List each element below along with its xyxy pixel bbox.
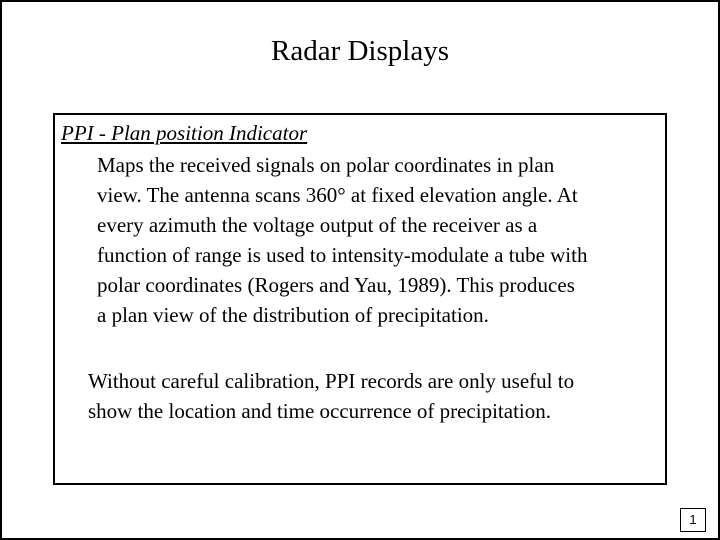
calibration-note-paragraph	[88, 366, 574, 426]
paragraph-line: function of range is used to intensity-modulate a tube with	[97, 243, 588, 267]
paragraph-line: a plan view of the distribution of precipitation.	[97, 303, 489, 327]
slide-title: Radar Displays	[271, 35, 449, 67]
page-number: 1	[680, 508, 706, 532]
paragraph-line: polar coordinates (Rogers and Yau, 1989). This produces	[97, 273, 575, 297]
ppi-description-paragraph	[97, 150, 587, 330]
paragraph-line: show the location and time occurrence of precipitation.	[88, 399, 551, 423]
paragraph-line: every azimuth the voltage output of the receiver as a	[97, 213, 538, 237]
ppi-subheading: PPI - Plan position Indicator	[61, 121, 308, 145]
paragraph-line: view. The antenna scans 360° at fixed elevation angle. At	[97, 183, 578, 207]
paragraph-line: Without careful calibration, PPI records are only useful to	[88, 369, 575, 393]
paragraph-line: Maps the received signals on polar coordinates in plan	[97, 153, 555, 177]
